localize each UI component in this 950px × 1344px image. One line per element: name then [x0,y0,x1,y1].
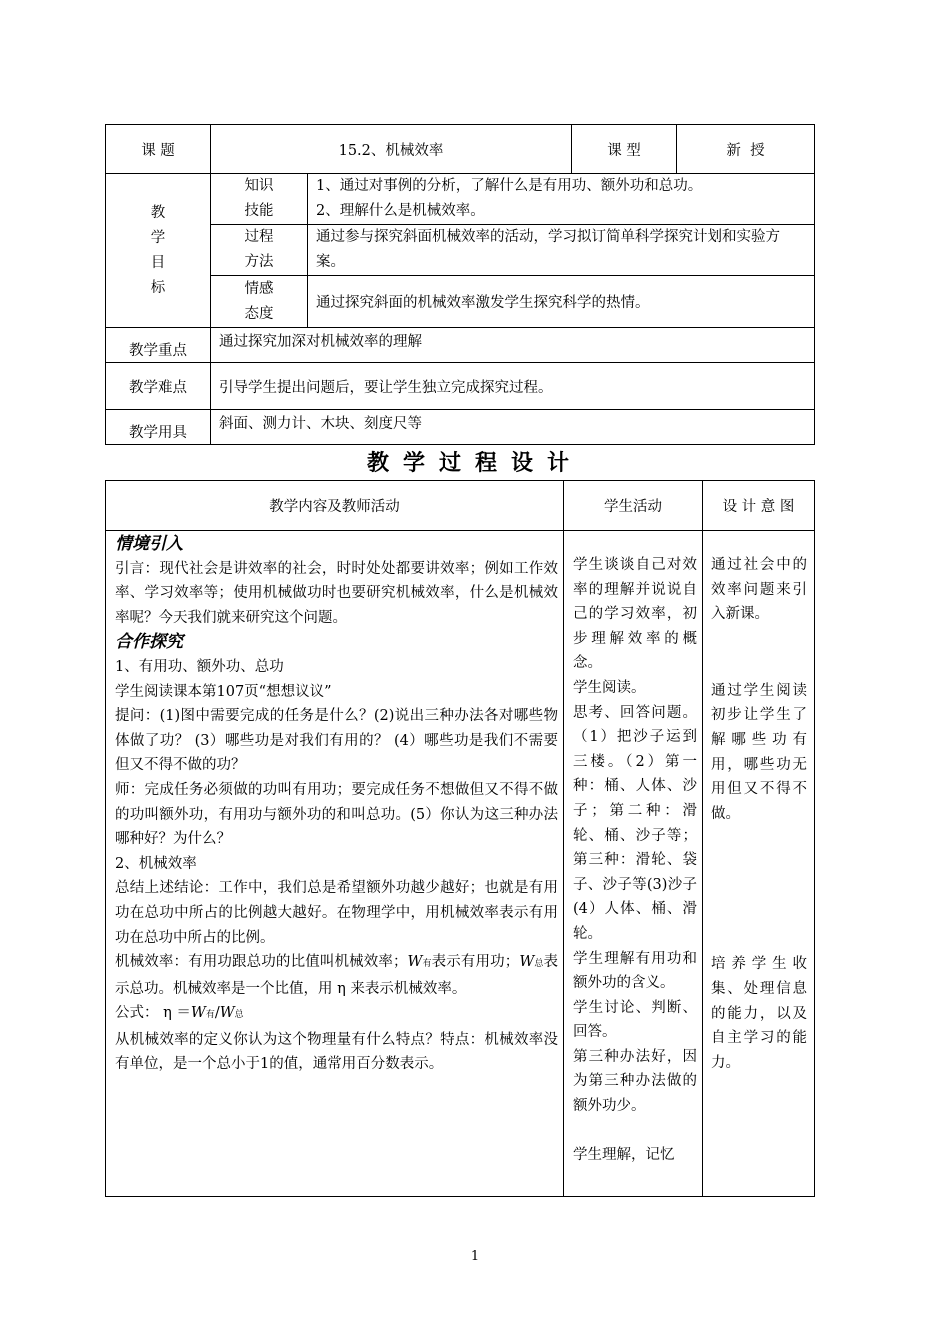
paragraph: 总结上述结论：工作中，我们总是希望额外功越少越好；也就是有用功在总功中所占的比例越大越好。在物理学中，用机械效率表示有用功在总功中所占的比例。 [115,880,558,946]
intent-item: 通过学生阅读初步让学生了解哪些功有用，哪些功无用但又不得不做。 [711,682,807,822]
paragraph: 从机械效率的定义你认为这个物理量有什么特点？特点：机械效率没有单位，是一个总小于1的值，通常用百分数表示。 [115,1031,558,1073]
topic-value: 15.2、机械效率 [211,125,572,174]
section-heading: 情境引入 [115,534,183,554]
goal-label-line: 方法 [244,254,274,270]
teacher-activity-cell [106,531,564,1197]
efficiency-formula [115,1001,558,1028]
process-table [105,480,815,1197]
student-item: 学生谈谈自己对效率的理解并说说自己的学习效率，初步理解效率的概念。 [573,557,697,672]
type-label: 课 型 [572,125,677,174]
difficulty-label: 教学难点 [106,363,211,410]
goal-label-line: 态度 [244,305,274,322]
text-run: 公式： η ＝ [115,1005,191,1022]
paragraph: 师：完成任务必须做的功叫有用功；要完成任务不想做但又不得不做的功叫额外功，有用功与额外功的和叫总功。(5）你认为这三种办法哪种好？为什么？ [115,781,558,848]
goals-label [106,174,211,328]
goal-label-line: 技能 [244,203,274,219]
col-intent-header: 设 计 意 图 [703,481,815,531]
goal-text-line: 2、理解什么是机械效率。 [316,203,485,219]
subscript: 有 [205,1010,215,1021]
tools-label: 教学用具 [106,410,211,445]
text-run: 机械效率：有用功跟总功的比值叫机械效率； [115,954,408,971]
paragraph: 学生阅读课本第107页“想想议议” [115,683,332,700]
student-item: 学生理解，记忆 [573,1146,675,1163]
tools-value: 斜面、测力计、木块、刻度尺等 [211,410,815,445]
teacher-activity-body [115,532,558,1077]
design-intent-cell [703,531,815,1197]
student-item: 思考、回答问题。（1）把沙子运到三楼。（2）第一种：桶、人体、沙子；第二种：滑轮、桶、沙子等；第三种：滑轮、袋子、沙子等(3)沙子(4）人体、桶、滑轮。 [573,704,697,942]
student-item: 学生阅读。 [573,679,646,696]
section-heading: 合作探究 [115,632,183,653]
process-design-title: 教学过程设计 [366,450,583,476]
paragraph: 引言：现代社会是讲效率的社会，时时处处都要讲效率；例如工作效率、学习效率等；使用机械做功时也要研究机械效率，什么是机械效率呢？今天我们就来研究这个问题。 [115,560,558,626]
efficiency-definition [115,950,558,1001]
text-run: / [214,1005,220,1022]
w-symbol: W [407,954,423,971]
intent-item: 通过社会中的效率问题来引入新课。 [711,557,807,623]
difficulty-value: 引导学生提出问题后，要让学生独立完成探究过程。 [211,363,815,410]
subscript: 总 [534,959,544,970]
subscript: 有 [422,959,432,970]
col-student-header: 学生活动 [564,481,703,531]
w-symbol: W [190,1005,206,1022]
goal-process-label [211,225,308,276]
lesson-info-table [105,124,815,445]
paragraph: 提问：(1)图中需要完成的任务是什么？(2)说出三种办法各对哪些物体做了功？ (3）哪些功是对我们有用的？ (4）哪些功是我们不需要但又不得不做的功？ [115,708,558,774]
goal-label-line: 情感 [244,280,274,297]
goal-knowledge-text [308,174,815,225]
goal-label-line: 过程 [244,229,274,245]
w-symbol: W [219,1005,235,1022]
text-run: 表示有用功； [431,954,520,971]
intent-item: 培养学生收集、处理信息的能力，以及自主学习的能力。 [711,956,807,1071]
paragraph: 2、机械效率 [115,855,197,872]
type-value: 新 授 [677,125,815,174]
student-item: 学生讨论、判断、回答。 [573,999,697,1041]
w-symbol: W [519,954,535,971]
goals-label-char: 标 [150,279,166,296]
text-run: 表示总功。机械效率是一个比值，用 η 来表示机械效率。 [115,954,558,997]
paragraph: 1、有用功、额外功、总功 [115,658,284,675]
goal-attitude-label [211,276,308,328]
col-teacher-header: 教学内容及教师活动 [106,481,564,531]
subscript: 总 [234,1010,244,1021]
goal-attitude-text: 通过探究斜面的机械效率激发学生探究科学的热情。 [308,276,815,328]
goals-label-char: 学 [150,229,166,246]
goal-label-line: 知识 [244,178,274,194]
goals-label-char: 目 [150,254,166,271]
student-item: 第三种办法好，因为第三种办法做的额外功少。 [573,1048,697,1115]
student-item: 学生理解有用功和额外功的含义。 [573,950,697,992]
goal-text-line: 1、通过对事例的分析，了解什么是有用功、额外功和总功。 [316,178,703,194]
goal-process-text: 通过参与探究斜面机械效率的活动，学习拟订简单科学探究计划和实验方案。 [308,225,815,276]
student-activity-cell [564,531,703,1197]
goals-label-char: 教 [150,204,166,221]
goal-knowledge-label [211,174,308,225]
page-number: 1 [470,1249,480,1264]
design-intent-body [711,553,807,1075]
key-point-label: 教学重点 [106,328,211,363]
key-point-value: 通过探究加深对机械效率的理解 [211,328,815,363]
topic-label: 课 题 [106,125,211,174]
student-activity-body [573,553,697,1167]
